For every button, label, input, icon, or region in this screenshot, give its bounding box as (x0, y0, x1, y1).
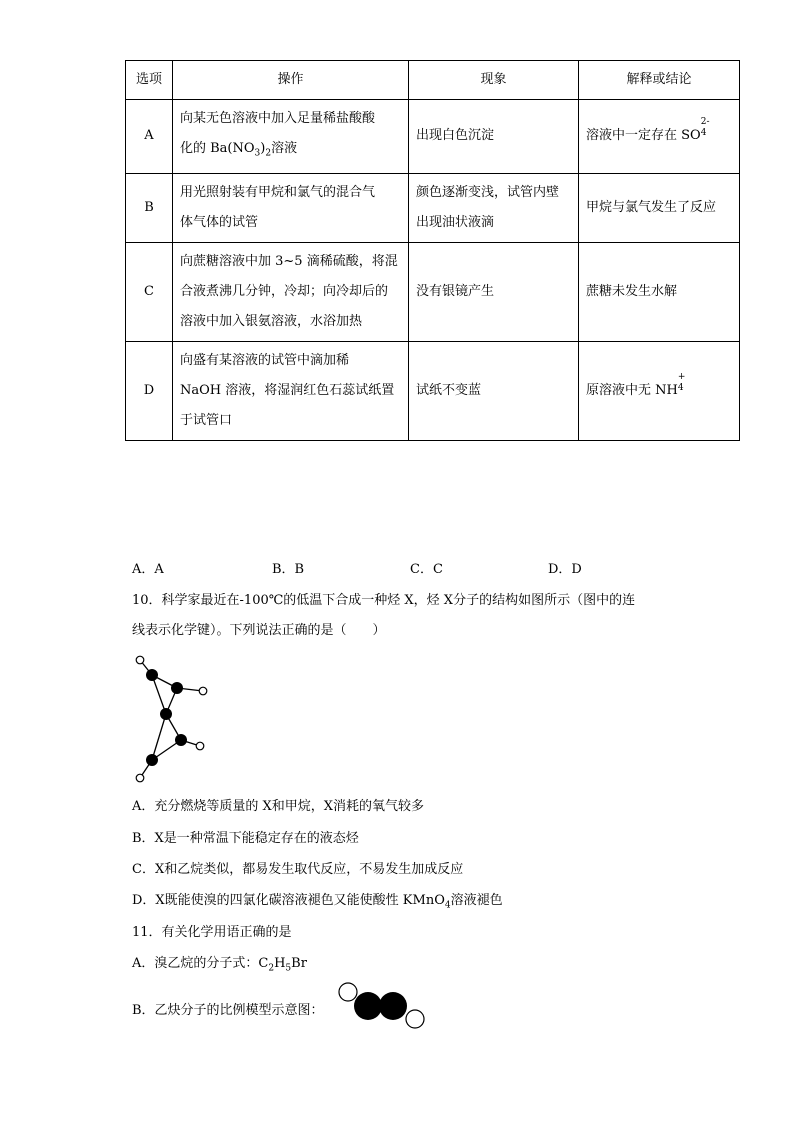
q11-option-b[interactable]: B．乙炔分子的比例模型示意图： (132, 1003, 324, 1018)
operation-line: 体气体的试管 (180, 214, 259, 230)
row-conclusion: 溶液中一定存在 SO 2- 4 (579, 100, 740, 174)
header-option: 选项 (126, 61, 173, 100)
hydrogen-atom (136, 774, 144, 782)
row-option: B (126, 173, 173, 242)
q11-stem: 11．有关化学用语正确的是 (132, 925, 292, 940)
q10-stem: 线表示化学键）。下列说法正确的是（ ） (132, 623, 386, 638)
operation-line: 合液煮沸几分钟，冷却；向冷却后的 (180, 283, 389, 299)
row-phenomenon: 没有银镜产生 (409, 242, 579, 341)
row-option: D (126, 341, 173, 440)
hydrogen-atom (339, 983, 357, 1001)
row-option: C (126, 242, 173, 341)
q10-option-c[interactable]: C．X和乙烷类似，都易发生取代反应，不易发生加成反应 (132, 862, 464, 877)
row-phenomenon (409, 173, 579, 242)
carbon-atom (354, 992, 382, 1020)
choice-a[interactable]: A．A (132, 562, 164, 577)
row-conclusion: 甲烷与氯气发生了反应 (579, 173, 740, 242)
hydrogen-atom (196, 742, 204, 750)
q10-stem: 10．科学家最近在-100℃的低温下合成一种烃 X，烃 X分子的结构如图所示（图中的连 (132, 593, 636, 608)
hydrogen-atom (136, 656, 144, 664)
phenomenon-line: 颜色逐渐变浅，试管内壁 (416, 184, 560, 200)
operation-line: NaOH 溶液，将湿润红色石蕊试纸置 (180, 382, 395, 398)
row-phenomenon: 出现白色沉淀 (409, 100, 579, 174)
operation-line: 于试管口 (180, 412, 233, 428)
choice-d[interactable]: D．D (548, 562, 582, 577)
operation-line: 向盛有某溶液的试管中滴加稀 (180, 352, 350, 368)
operation-line: 溶液中加入银氨溶液，水浴加热 (180, 313, 363, 329)
operation-line: 向蔗糖溶液中加 3~5 滴稀硫酸，将混 (180, 253, 398, 269)
carbon-atom (160, 708, 172, 720)
carbon-atom (175, 734, 187, 746)
acetylene-space-filling-model (336, 982, 430, 1032)
ammonium-ion: NH + 4 (655, 371, 686, 398)
row-operation (173, 100, 409, 174)
phenomenon-line: 出现油状液滴 (416, 214, 495, 230)
q10-option-b[interactable]: B．X是一种常温下能稳定存在的液态烃 (132, 831, 359, 846)
header-operation: 操作 (173, 61, 409, 100)
q10-option-a[interactable]: A．充分燃烧等质量的 X和甲烷，X消耗的氧气较多 (132, 799, 425, 814)
table-row (126, 341, 740, 440)
table-row (126, 242, 740, 341)
hydrogen-atom (199, 687, 207, 695)
operation-line: 向某无色溶液中加入足量稀盐酸酸 (180, 111, 376, 126)
header-conclusion: 解释或结论 (579, 61, 740, 100)
operation-line: 化的 $Ba(NO_3)_2$溶液 (180, 141, 298, 159)
row-conclusion: 蔗糖未发生水解 (579, 242, 740, 341)
carbon-atom (146, 754, 158, 766)
row-operation (173, 242, 409, 341)
row-phenomenon: 试纸不变蓝 (409, 341, 579, 440)
molecule-x-structure (128, 650, 218, 785)
row-conclusion: 原溶液中无 NH + 4 (579, 341, 740, 440)
table-row (126, 173, 740, 242)
table-row (126, 100, 740, 174)
carbon-atom (171, 682, 183, 694)
q11-option-a[interactable]: A．溴乙烷的分子式：$C_2H_5Br$ (132, 956, 307, 974)
carbon-atom (379, 992, 407, 1020)
row-operation (173, 341, 409, 440)
q9-choices (132, 560, 752, 580)
sulfate-ion: SO 2- 4 (681, 117, 710, 144)
operation-line: 用光照射装有甲烷和氯气的混合气 (180, 184, 376, 200)
header-phenomenon: 现象 (409, 61, 579, 100)
q10-option-d[interactable]: D．X既能使溴的四氯化碳溶液褪色又能使酸性 KMnO$_4$溶液褪色 (132, 893, 503, 911)
choice-b[interactable]: B．B (272, 562, 305, 577)
row-operation (173, 173, 409, 242)
carbon-atom (146, 669, 158, 681)
experiment-table (125, 60, 740, 441)
table-header-row (126, 61, 740, 100)
hydrogen-atom (406, 1010, 424, 1028)
choice-c[interactable]: C．C (410, 562, 443, 577)
row-option: A (126, 100, 173, 174)
